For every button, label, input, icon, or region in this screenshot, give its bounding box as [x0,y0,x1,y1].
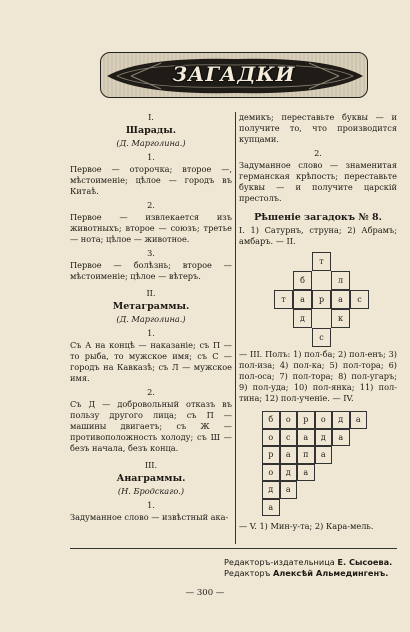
grid-cell: л [331,271,350,290]
solution-text: — III. Полъ: 1) пол-ба; 2) пол-енъ; 3) пол-иза; 4) пол-ка; 5) пол-тора; 6) пол-оса; 7) пол-тора; 8) пол-угаръ; 9) пол-уда; 10) пол-янка; 11) пол-тина; 12) пол-ученіе. — IV. [239,349,397,403]
editor-name: Алексѣй Альмедингенъ. [272,568,389,578]
banner-title: ЗАГАДКИ [172,62,296,86]
item-number: 1. [147,152,155,162]
puzzle-text: Задуманное слово — извѣстный ака- [70,512,229,522]
grid-cell: а [293,290,312,309]
grid-cell: о [262,464,280,482]
grid-cell: а [297,429,315,447]
grid-cell: д [262,481,280,499]
grid-cell: п [297,446,315,464]
puzzle-text: Задуманное слово — знаменитая германская крѣпость; переставьте буквы — и получите царскій престолъ. [239,160,397,203]
grid-cell: а [262,499,280,517]
section-title: Анаграммы. [116,473,186,484]
item-number: 2. [314,148,322,158]
page-number: — 300 — [185,588,225,598]
grid-cell: т [312,252,331,271]
solution-text: I. 1) Сатурнъ, струна; 2) Абрамъ; амбаръ. — II. [239,225,397,246]
grid-cell: а [315,446,333,464]
editor-line [224,557,392,568]
section-author: (Д. Марголина.) [116,314,186,324]
grid-cell: а [280,481,298,499]
puzzle-text: Первое — извлекается изъ животныхъ; второе — союзъ; третье — нота; цѣлое — животное. [70,212,232,244]
grid-cell: а [350,411,368,429]
grid-cell: д [332,411,350,429]
item-number: 1. [147,328,155,338]
item-number: 2. [147,387,155,397]
right-column [239,112,397,247]
grid-cell: б [262,411,280,429]
grid-cell: д [293,309,312,328]
solution-text: — V. 1) Мин-у-та; 2) Кара-мель. [239,521,374,531]
left-column [70,112,232,523]
right-column-bottom [239,521,397,532]
grid-cell: р [262,446,280,464]
grid-cell: а [332,429,350,447]
puzzle-text: Первое — оторочка; второе —, мѣстоименіе; цѣлое — городъ въ Китаѣ. [70,164,232,196]
puzzle-text: демикъ; переставьте буквы — и получите то, что производится купцами. [239,112,397,144]
grid-cell: с [280,429,298,447]
section-number: III. [144,460,158,470]
grid-cell: д [315,429,333,447]
grid-cell: о [315,411,333,429]
section-title: Метаграммы. [112,301,190,312]
section-author: (Н. Бродскаго.) [117,486,185,496]
grid-cell: с [312,328,331,347]
grid-cell: т [274,290,293,309]
grid-cell: а [331,290,350,309]
item-number: 1. [147,500,155,510]
grid-cell: д [280,464,298,482]
grid-cell: с [350,290,369,309]
section-author: (Д. Марголина.) [116,138,186,148]
puzzle-text: Первое — болѣзнь; второе — мѣстоименіе; цѣлое — вѣтеръ. [70,260,232,281]
editor-label: Редакторъ-издательница [224,557,335,567]
grid-cell: б [293,271,312,290]
grid-cell: р [312,290,331,309]
grid-cell: р [297,411,315,429]
solutions-title: Рѣшеніе загадокъ № 8. [254,212,382,223]
right-column-middle [239,349,397,404]
title-banner [100,52,368,98]
section-title: Шарады. [125,125,177,136]
grid-cell: к [331,309,350,328]
editor-label: Редакторъ [224,568,271,578]
editors-block [224,557,392,579]
puzzle-text: Съ Д — добровольный отказъ въ пользу другого лица; съ П — машины двигаетъ; съ Ж — противоположность холоду; съ Ш — безъ начала, безъ конца. [70,399,232,453]
grid-cell: а [280,446,298,464]
grid-cell: о [280,411,298,429]
item-number: 2. [147,200,155,210]
puzzle-text: Съ А на концѣ — наказаніе; съ П — то рыба, то мужское имя; съ С — городъ на Кавказѣ; съ Л — мужское имя. [70,340,232,383]
editor-line [224,568,392,579]
editor-name: Е. Сысоева. [337,557,393,567]
grid-cell: а [297,464,315,482]
bottom-rule [70,548,397,549]
grid-cell: о [262,429,280,447]
column-divider [235,112,236,544]
item-number: 3. [147,248,155,258]
section-number: II. [146,288,156,298]
section-number: I. [148,112,154,122]
